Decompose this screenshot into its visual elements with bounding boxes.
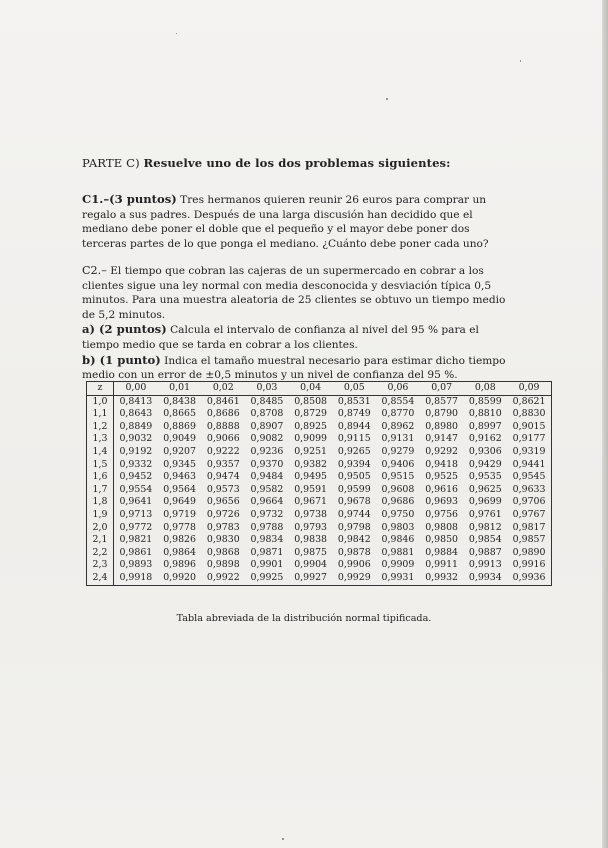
probability-cell: 0,9772 [119,521,153,533]
probability-cell: 0,9817 [512,521,546,533]
page-edge-shadow [602,0,608,848]
probability-cell: 0,9850 [425,534,459,546]
probability-cell: 0,8508 [294,395,328,407]
probability-cell: 0,8599 [468,395,502,407]
z-value-cell: 1,2 [87,421,114,434]
z-value-cell: 1,0 [87,395,114,408]
z-value-cell: 2,0 [87,522,114,535]
probability-cell: 0,9535 [468,471,502,483]
table-row [87,572,552,585]
probability-cell: 0,9484 [250,471,284,483]
probability-cell: 0,9699 [468,496,502,508]
probability-cell: 0,9686 [381,496,415,508]
probability-cell: 0,9913 [468,559,502,571]
probability-cell: 0,9871 [250,546,284,558]
table-row [87,395,552,408]
table-header-cell: 0,01 [158,382,202,396]
probability-cell: 0,9678 [337,496,371,508]
probability-cell: 0,9599 [337,483,371,495]
section-instruction: Resuelve uno de los dos problemas siguientes: [143,156,451,170]
probability-cell: 0,9884 [425,546,459,558]
probability-cell: 0,8729 [294,408,328,420]
problem-c1 [82,192,506,251]
probability-cell: 0,9649 [163,496,196,508]
normal-distribution-table [86,381,552,586]
probability-cell: 0,9706 [512,496,546,508]
probability-cell: 0,9732 [250,508,284,520]
probability-cell: 0,9279 [381,445,415,457]
probability-cell: 0,9147 [425,433,459,445]
probability-cell: 0,9505 [337,471,371,483]
table-row [87,459,552,472]
probability-cell: 0,9251 [294,445,328,457]
problem-c2-statement [82,264,506,322]
table-header-cell: 0,09 [507,382,551,396]
probability-cell: 0,8531 [337,395,371,407]
problem-c1-lead: C1.–(3 puntos) [82,192,177,206]
table-row [87,421,552,434]
probability-cell: 0,8461 [206,395,240,407]
probability-cell: 0,9846 [381,534,415,546]
probability-cell: 0,9901 [250,559,284,571]
probability-cell: 0,9932 [425,571,459,583]
probability-cell: 0,8925 [294,420,328,432]
probability-cell: 0,9890 [512,546,546,558]
probability-cell: 0,9633 [512,483,546,495]
table-row [87,471,552,484]
probability-cell: 0,9713 [119,508,153,520]
z-value-cell: 1,3 [87,433,114,446]
probability-cell: 0,9177 [512,433,546,445]
table-header-cell: 0,07 [420,382,464,396]
probability-cell: 0,9788 [250,521,284,533]
z-value-cell: 1,6 [87,471,114,484]
table-header-cell: 0,00 [114,382,158,396]
probability-cell: 0,9207 [163,445,196,457]
probability-cell: 0,9099 [294,433,328,445]
probability-cell: 0,9911 [425,559,459,571]
probability-cell: 0,9808 [425,521,459,533]
z-value-cell: 2,1 [87,534,114,547]
probability-cell: 0,9656 [206,496,240,508]
z-value-cell: 2,4 [87,572,114,585]
probability-cell: 0,9625 [468,483,502,495]
probability-cell: 0,9591 [294,483,328,495]
probability-cell: 0,9332 [119,458,153,470]
probability-cell: 0,9162 [468,433,502,445]
probability-cell: 0,9929 [337,571,371,583]
probability-cell: 0,8665 [163,408,196,420]
probability-cell: 0,8413 [119,395,153,407]
section-part-label: PARTE C) [82,156,140,170]
z-value-cell: 1,1 [87,408,114,421]
table-header-cell: 0,04 [289,382,333,396]
probability-cell: 0,9082 [250,433,284,445]
probability-cell: 0,8770 [381,408,415,420]
probability-cell: 0,8577 [425,395,459,407]
probability-cell: 0,9925 [250,571,284,583]
problem-c2-part-a [82,322,506,352]
probability-cell: 0,8686 [206,408,240,420]
probability-cell: 0,9192 [119,445,153,457]
scan-speck [282,838,284,840]
probability-cell: 0,9641 [119,496,153,508]
probability-cell: 0,9452 [119,471,153,483]
probability-cell: 0,9793 [294,521,328,533]
probability-cell: 0,9495 [294,471,328,483]
probability-cell: 0,9916 [512,559,546,571]
table-header-cell: 0,06 [376,382,420,396]
probability-cell: 0,9783 [206,521,240,533]
problem-c2-lead: C2.– [82,264,107,277]
table-header-row [87,382,552,396]
probability-cell: 0,9767 [512,508,546,520]
probability-cell: 0,9131 [381,433,415,445]
table-row [87,433,552,446]
probability-cell: 0,9854 [468,534,502,546]
probability-cell: 0,9319 [512,445,546,457]
probability-cell: 0,9015 [512,420,546,432]
probability-cell: 0,8810 [468,408,502,420]
probability-cell: 0,9893 [119,559,153,571]
part-b-lead: b) (1 punto) [82,352,161,367]
probability-cell: 0,9573 [206,483,240,495]
probability-cell: 0,8621 [512,395,546,407]
probability-cell: 0,8997 [468,420,502,432]
probability-cell: 0,9726 [206,508,240,520]
probability-cell: 0,9931 [381,571,415,583]
probability-cell: 0,9887 [468,546,502,558]
scan-speck [176,33,177,34]
probability-cell: 0,9927 [294,571,328,583]
probability-cell: 0,9878 [337,546,371,558]
probability-cell: 0,9798 [337,521,371,533]
probability-cell: 0,9750 [381,508,415,520]
table-body [87,395,552,585]
problem-c2 [82,264,506,383]
problem-c2-body: El tiempo que cobran las cajeras de un supermercado en cobrar a los clientes sigue una ley normal con media desconocida y desviación típica 0,5 minutos. Para una muestra aleatoria de 25 clientes se obtuvo un tiempo medio de 5,2 minutos. [82,265,506,321]
probability-cell: 0,9664 [250,496,284,508]
probability-cell: 0,9616 [425,483,459,495]
probability-cell: 0,9292 [425,445,459,457]
probability-cell: 0,9778 [163,521,196,533]
probability-cell: 0,9515 [381,471,415,483]
probability-cell: 0,9525 [425,471,459,483]
table-header-cell: 0,08 [463,382,507,396]
scan-speck [386,98,388,100]
part-a-text: Calcula el intervalo de confianza al nivel del 95 % para el tiempo medio que se tarda en cobrar a los clientes. [82,324,479,351]
probability-cell: 0,9441 [512,458,546,470]
probability-cell: 0,8869 [163,420,196,432]
table-row [87,484,552,497]
probability-cell: 0,9693 [425,496,459,508]
z-value-cell: 2,3 [87,559,114,572]
probability-cell: 0,8790 [425,408,459,420]
probability-cell: 0,9898 [206,559,240,571]
probability-cell: 0,9345 [163,458,196,470]
probability-cell: 0,9545 [512,471,546,483]
probability-cell: 0,9830 [206,534,240,546]
probability-cell: 0,9554 [119,483,153,495]
probability-cell: 0,9842 [337,534,371,546]
probability-cell: 0,9875 [294,546,328,558]
probability-cell: 0,8643 [119,408,153,420]
probability-cell: 0,9812 [468,521,502,533]
probability-cell: 0,9370 [250,458,284,470]
probability-cell: 0,9582 [250,483,284,495]
probability-cell: 0,9265 [337,445,371,457]
z-value-cell: 1,7 [87,484,114,497]
probability-cell: 0,9756 [425,508,459,520]
probability-cell: 0,8749 [337,408,371,420]
probability-cell: 0,9222 [206,445,240,457]
z-value-cell: 2,2 [87,547,114,560]
table-header-cell: z [87,382,114,396]
probability-cell: 0,9738 [294,508,328,520]
probability-cell: 0,9920 [163,571,196,583]
probability-cell: 0,9049 [163,433,196,445]
probability-cell: 0,9032 [119,433,153,445]
probability-cell: 0,9406 [381,458,415,470]
table-row [87,408,552,421]
part-b-text: Indica el tamaño muestral necesario para estimar dicho tiempo medio con un error de ±0,5 minutos y un nivel de confianza del 95 %. [82,354,506,382]
probability-cell: 0,9881 [381,546,415,558]
probability-cell: 0,9306 [468,445,502,457]
table-header-cell: 0,05 [332,382,376,396]
probability-cell: 0,9918 [119,571,153,583]
probability-cell: 0,9463 [163,471,196,483]
probability-cell: 0,9857 [512,534,546,546]
probability-cell: 0,9671 [294,496,328,508]
probability-cell: 0,9838 [294,534,328,546]
probability-cell: 0,9394 [337,458,371,470]
probability-cell: 0,8962 [381,420,415,432]
probability-cell: 0,8438 [163,395,196,407]
probability-cell: 0,8554 [381,395,415,407]
probability-cell: 0,8888 [206,420,240,432]
probability-cell: 0,9936 [512,571,546,583]
probability-cell: 0,9906 [337,559,371,571]
z-value-cell: 1,5 [87,459,114,472]
table-row [87,559,552,572]
problem-c1-body: Tres hermanos quieren reunir 26 euros para comprar un regalo a sus padres. Después de una larga discusión han decidido que el mediano debe poner el doble que el pequeño y el mayor debe poner dos terceras partes de lo que ponga el mediano. ¿Cuánto debe poner cada uno? [82,194,489,250]
table-header-cell: 0,02 [201,382,245,396]
probability-cell: 0,9418 [425,458,459,470]
probability-cell: 0,8849 [119,420,153,432]
probability-cell: 0,8708 [250,408,284,420]
section-heading [82,156,451,170]
probability-cell: 0,9904 [294,559,328,571]
probability-cell: 0,8830 [512,408,546,420]
scan-speck [520,60,521,62]
table-row [87,522,552,535]
part-a-lead: a) (2 puntos) [82,322,167,337]
probability-cell: 0,9821 [119,534,153,546]
probability-cell: 0,9909 [381,559,415,571]
probability-cell: 0,8980 [425,420,459,432]
table-caption: Tabla abreviada de la distribución normal tipificada. [176,613,432,624]
z-value-cell: 1,9 [87,509,114,522]
z-value-cell: 1,4 [87,446,114,459]
probability-cell: 0,9474 [206,471,240,483]
probability-cell: 0,9357 [206,458,240,470]
probability-cell: 0,9861 [119,546,153,558]
probability-cell: 0,9115 [337,433,371,445]
table-header-cell: 0,03 [245,382,289,396]
probability-cell: 0,9803 [381,521,415,533]
table-row [87,446,552,459]
probability-cell: 0,9826 [163,534,196,546]
probability-cell: 0,9834 [250,534,284,546]
probability-cell: 0,9608 [381,483,415,495]
probability-cell: 0,8944 [337,420,371,432]
problem-c2-part-b [82,353,506,383]
table-row [87,547,552,560]
probability-cell: 0,9066 [206,433,240,445]
table-row [87,534,552,547]
probability-cell: 0,9761 [468,508,502,520]
probability-cell: 0,8485 [250,395,284,407]
probability-cell: 0,9868 [206,546,240,558]
probability-cell: 0,9382 [294,458,328,470]
probability-cell: 0,9236 [250,445,284,457]
probability-cell: 0,9864 [163,546,196,558]
probability-cell: 0,9744 [337,508,371,520]
probability-cell: 0,8907 [250,420,284,432]
table-row [87,509,552,522]
table-row [87,496,552,509]
probability-cell: 0,9896 [163,559,196,571]
probability-cell: 0,9922 [206,571,240,583]
probability-cell: 0,9934 [468,571,502,583]
z-value-cell: 1,8 [87,496,114,509]
probability-cell: 0,9719 [163,508,196,520]
probability-cell: 0,9429 [468,458,502,470]
probability-cell: 0,9564 [163,483,196,495]
